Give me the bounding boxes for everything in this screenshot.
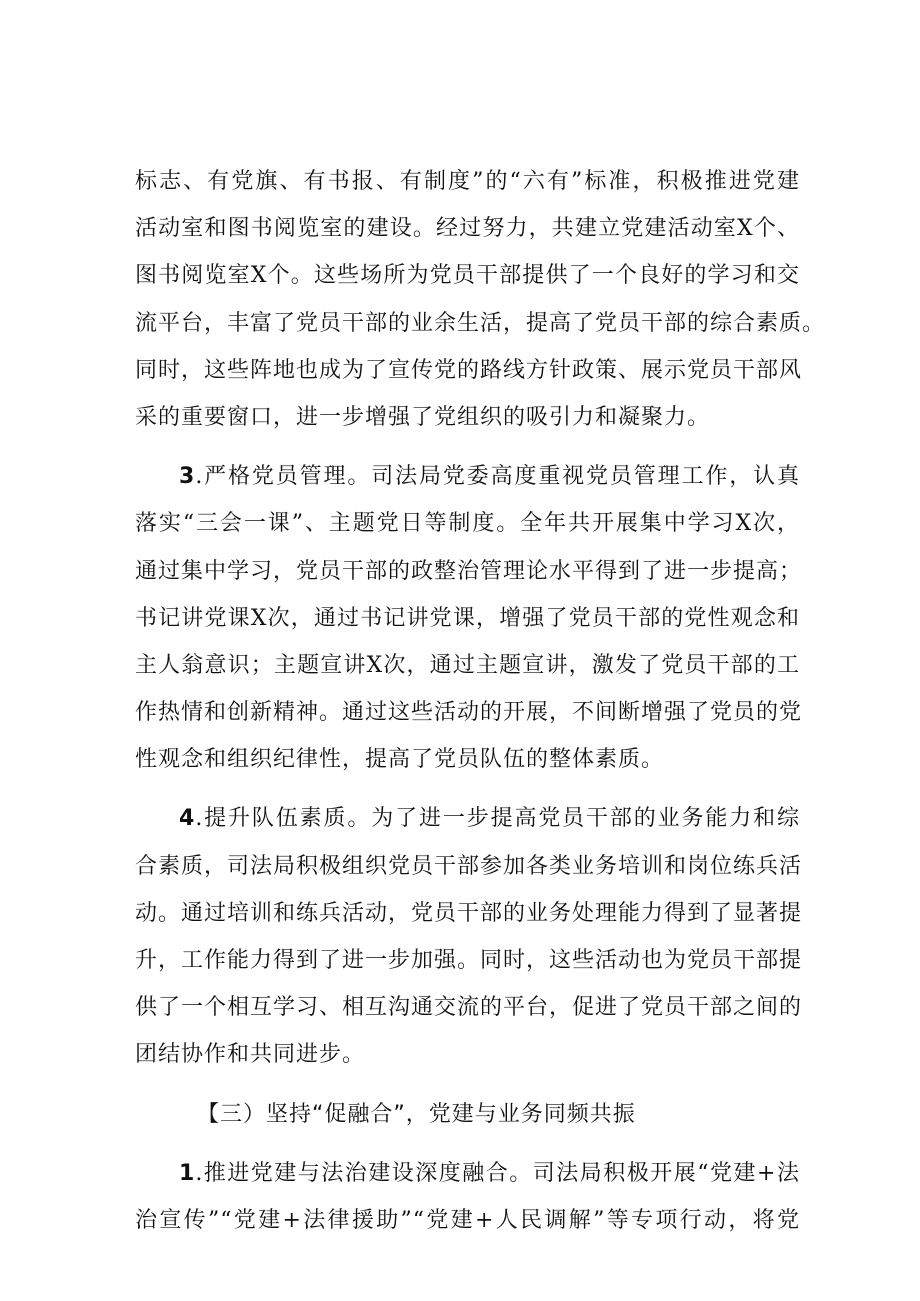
- text-line: 团结协作和共同进步。: [135, 1042, 366, 1068]
- paragraph-gap: [135, 1079, 800, 1091]
- text-segment: .严格党员管理。司法局党委高度重视党员管理工作，认真: [195, 464, 800, 490]
- text-line: 通过集中学习，党员干部的政整治管理论水平得到了进一步提高；: [135, 558, 803, 584]
- paragraph-gap: [135, 1138, 800, 1150]
- text-line: [135, 795, 800, 842]
- text-line: 落实“三会一课”、主题党日等制度。全年共开展集中学习X次，: [135, 511, 800, 537]
- text-line: 同时，这些阵地也成为了宣传党的路线方针政策、展示党员干部风: [135, 357, 803, 383]
- paragraph-rule-of-law-integration: [135, 1150, 800, 1244]
- text-line: 性观念和组织纪律性，提高了党员队伍的整体素质。: [135, 747, 665, 773]
- text-line: [135, 453, 800, 500]
- text-line: 升，工作能力得到了进一步加强。同时，这些活动也为党员干部提: [135, 948, 803, 973]
- text-line: 动。通过培训和练兵活动，党员干部的业务处理能力得到了显著提: [135, 900, 803, 926]
- paragraph-party-member-management: [135, 453, 803, 783]
- item-number: 4: [179, 806, 196, 832]
- text-line: 作热情和创新精神。通过这些活动的开展，不间断增强了党员的党: [135, 700, 803, 726]
- text-segment: .提升队伍素质。为了进一步提高党员干部的业务能力和综: [195, 806, 800, 832]
- item-number: 3: [179, 464, 196, 490]
- text-line: 活动室和图书阅览室的建设。经过努力，共建立党建活动室X个、: [135, 216, 800, 242]
- text-line: 合素质，司法局积极组织党员干部参加各类业务培训和岗位练兵活: [135, 853, 803, 879]
- text-line: 书记讲党课X次，通过书记讲党课，增强了党员干部的党性观念和: [135, 605, 800, 631]
- section-heading: 【三）坚持“促融合”，党建与业务同频共振: [197, 1101, 636, 1127]
- text-line: 采的重要窗口，进一步增强了党组织的吸引力和凝聚力。: [135, 404, 711, 430]
- text-line: [135, 1150, 800, 1197]
- paragraph-gap: [135, 783, 800, 795]
- text-line: 图书阅览室X个。这些场所为党员干部提供了一个良好的学习和交: [135, 263, 800, 289]
- document-body: [135, 158, 826, 1244]
- text-line: 供了一个相互学习、相互沟通交流的平台，促进了党员干部之间的: [135, 995, 803, 1021]
- item-number: 1: [179, 1160, 196, 1186]
- text-line: 治宣传”“党建+法律援助”“党建+人民调解”等专项行动，将党: [135, 1207, 800, 1233]
- text-line: 流平台，丰富了党员干部的业余生活，提高了党员干部的综合素质。: [135, 310, 826, 336]
- text-segment: .推进党建与法治建设深度融合。司法局积极开展“党建+法: [195, 1160, 800, 1186]
- paragraph-liuyou-standard: [135, 158, 826, 441]
- text-line: 主人翁意识；主题宣讲X次，通过主题宣讲，激发了党员干部的工: [135, 652, 800, 678]
- paragraph-gap: [135, 441, 800, 453]
- paragraph-team-quality: [135, 795, 803, 1078]
- text-line: 标志、有党旗、有书报、有制度”的“六有”标准，积极推进党建: [135, 169, 800, 194]
